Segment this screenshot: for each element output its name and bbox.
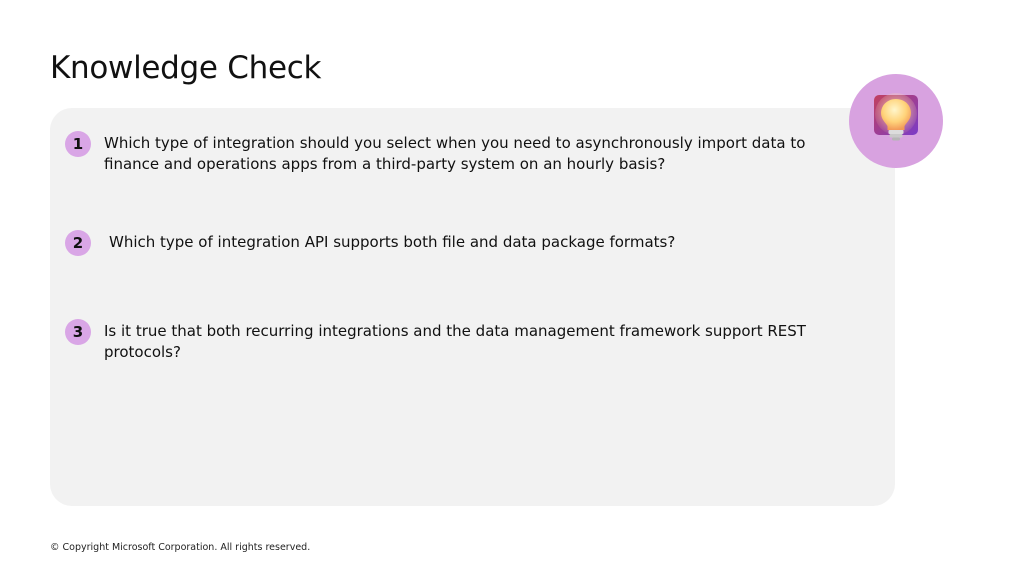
question-item — [65, 319, 825, 363]
question-number-badge: 2 — [65, 230, 91, 256]
question-number-badge: 1 — [65, 131, 91, 157]
question-number-badge: 3 — [65, 319, 91, 345]
lightbulb-badge — [849, 74, 943, 168]
copyright-footer: © Copyright Microsoft Corporation. All rights reserved. — [50, 542, 311, 553]
question-text: Which type of integration should you select when you need to asynchronously import data to finance and operations apps from a third-party system on an hourly basis? — [104, 134, 806, 173]
question-text: Which type of integration API supports both file and data package formats? — [109, 233, 676, 251]
page-title: Knowledge Check — [50, 50, 322, 86]
question-item — [65, 230, 825, 256]
lightbulb-icon — [871, 92, 921, 148]
question-item — [65, 131, 825, 175]
question-text: Is it true that both recurring integrations and the data management framework support REST protocols? — [104, 322, 806, 361]
